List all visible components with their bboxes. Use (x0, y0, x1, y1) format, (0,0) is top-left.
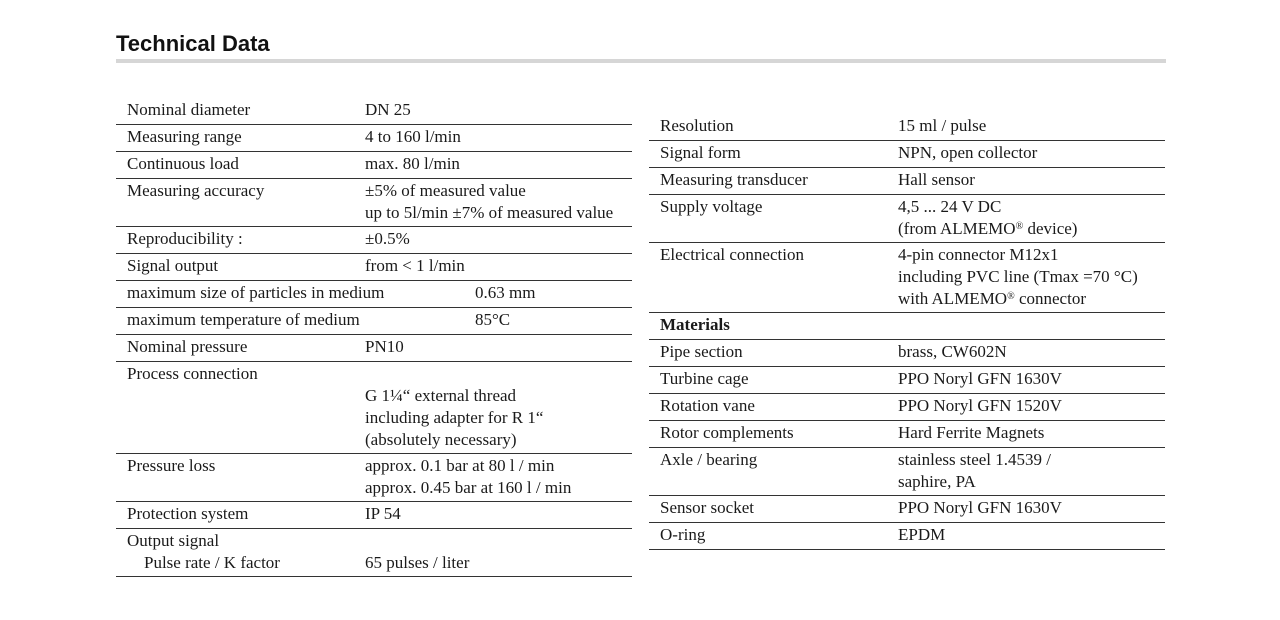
spec-label: Turbine cage (660, 369, 749, 388)
spec-label: Measuring transducer (660, 170, 808, 189)
spec-label: Signal output (127, 256, 219, 275)
spec-row-resolution (649, 114, 1165, 141)
spec-label: Measuring range (127, 127, 242, 146)
spec-value: PN10 (365, 337, 404, 356)
spec-value: Hard Ferrite Magnets (898, 423, 1045, 442)
spec-row-protection-system (116, 502, 632, 529)
spec-row-signal-output (116, 254, 632, 281)
spec-value: PPO Noryl GFN 1520V (898, 396, 1062, 415)
spec-value: 4 to 160 l/min (365, 127, 461, 146)
spec-label: Protection system (127, 504, 249, 523)
spec-row-reproducibility (116, 227, 632, 254)
spec-label: Nominal pressure (127, 337, 248, 356)
spec-value: IP 54 (365, 504, 401, 523)
spec-value: approx. 0.1 bar at 80 l / min approx. 0.45 bar at 160 l / min (365, 456, 572, 497)
spec-label: Sensor socket (660, 498, 754, 517)
spec-value: 4-pin connector M12x1 including PVC line (Tmax =70 °C) with ALMEMO® connector (898, 245, 1138, 308)
page-title: Technical Data (116, 31, 270, 56)
spec-value: ±5% of measured value up to 5l/min ±7% of measured value (365, 181, 614, 222)
spec-row-measuring-range (116, 125, 632, 152)
spec-row-rotor-complements (649, 421, 1165, 448)
spec-value: PPO Noryl GFN 1630V (898, 369, 1062, 388)
spec-row-nominal-pressure (116, 335, 632, 362)
spec-row-turbine-cage (649, 367, 1165, 394)
spec-label: Pressure loss (127, 456, 216, 475)
spec-value: 65 pulses / liter (365, 553, 470, 572)
spec-value: Hall sensor (898, 170, 975, 189)
spec-value: 15 ml / pulse (898, 116, 987, 135)
spec-value: 4,5 ... 24 V DC (from ALMEMO® device) (898, 197, 1078, 238)
spec-value: DN 25 (365, 100, 411, 119)
spec-label: Measuring accuracy (127, 181, 265, 200)
spec-row-measuring-accuracy (116, 179, 632, 227)
section-header-materials (649, 313, 1165, 340)
spec-value: PPO Noryl GFN 1630V (898, 498, 1062, 517)
spec-row-pipe-section (649, 340, 1165, 367)
spec-label: Electrical connection (660, 245, 804, 264)
spec-label: maximum temperature of medium (127, 310, 360, 329)
spec-label: Signal form (660, 143, 741, 162)
spec-label: Resolution (660, 116, 734, 135)
spec-row-max-particle-size (116, 281, 632, 308)
spec-value: G 1¼“ external thread including adapter for R 1“ (absolutely necessary) (365, 386, 544, 449)
spec-row-pressure-loss (116, 454, 632, 502)
spec-label: Nominal diameter (127, 100, 251, 119)
spec-value: EPDM (898, 525, 946, 544)
section-title: Materials (660, 315, 730, 334)
spec-label: Rotor complements (660, 423, 794, 442)
spec-table-right (649, 114, 1165, 550)
spec-value: ±0.5% (365, 229, 410, 248)
spec-value: from < 1 l/min (365, 256, 465, 275)
spec-row-o-ring (649, 523, 1165, 550)
spec-label: Supply voltage (660, 197, 763, 216)
spec-row-output-signal (116, 529, 632, 577)
spec-row-axle-bearing (649, 448, 1165, 496)
spec-value: brass, CW602N (898, 342, 1007, 361)
spec-label: Pipe section (660, 342, 743, 361)
spec-label: Axle / bearing (660, 450, 758, 469)
spec-sublabel: Pulse rate / K factor (144, 553, 280, 572)
spec-label: O-ring (660, 525, 706, 544)
spec-value: 85°C (475, 310, 511, 329)
spec-row-signal-form (649, 141, 1165, 168)
title-underline (116, 59, 1166, 63)
spec-value: NPN, open collector (898, 143, 1038, 162)
spec-row-rotation-vane (649, 394, 1165, 421)
spec-value: max. 80 l/min (365, 154, 460, 173)
spec-label: Rotation vane (660, 396, 755, 415)
spec-table-left (116, 98, 632, 577)
spec-label-main: Output signal (127, 531, 220, 550)
spec-row-sensor-socket (649, 496, 1165, 523)
spec-row-electrical-connection (649, 243, 1165, 313)
spec-row-max-temperature (116, 308, 632, 335)
spec-label: Process connection (127, 364, 258, 383)
spec-row-process-connection (116, 362, 632, 454)
spec-label: Reproducibility : (127, 229, 243, 248)
spec-row-nominal-diameter (116, 98, 632, 125)
spec-label (127, 529, 365, 574)
spec-label: Continuous load (127, 154, 239, 173)
spec-row-measuring-transducer (649, 168, 1165, 195)
spec-value: stainless steel 1.4539 / saphire, PA (898, 450, 1051, 491)
spec-label: maximum size of particles in medium (127, 283, 385, 302)
spec-value: 0.63 mm (475, 283, 536, 302)
spec-row-continuous-load (116, 152, 632, 179)
spec-row-supply-voltage (649, 195, 1165, 243)
